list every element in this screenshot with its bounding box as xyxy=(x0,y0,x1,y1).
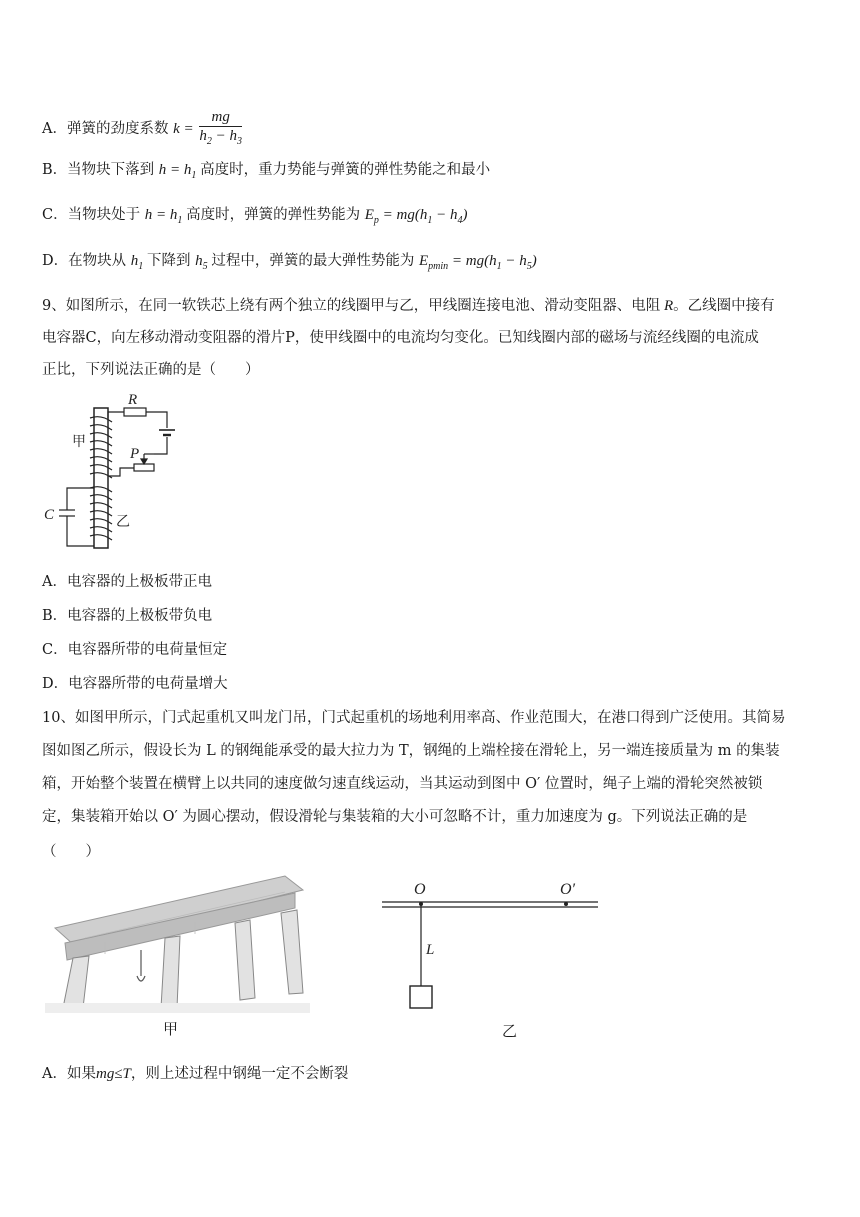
q10-stem-line2: 图如图乙所示，假设长为 L 的钢绳能承受的最大拉力为 T，钢绳的上端栓接在滑轮上，另一端连接质量为 m 的集装 xyxy=(42,743,780,759)
label-coil-yi: 乙 xyxy=(116,515,130,530)
q8-option-b-formula: $h = h_1$ xyxy=(158,162,197,181)
label-l: L xyxy=(426,942,435,958)
q8-option-c-text: C．当物块处于 xyxy=(42,207,141,223)
q8-option-a-text: A．弹簧的劲度系数 xyxy=(42,120,169,137)
q10-option-a-formula: mg≤T xyxy=(95,1066,131,1082)
q10-stem-line4: 定，集装箱开始以 O′ 为圆心摆动，假设滑轮与集装箱的大小可忽略不计，重力加速度为 g。下列说法正确的是 xyxy=(42,809,748,825)
label-o-prime: O′ xyxy=(560,881,576,898)
q10-option-a-text-end: ，则上述过程中钢绳一定不会断裂 xyxy=(130,1066,349,1082)
q8-option-a-formula: k = $\frac{mg}{h_2 - h_3}$ xyxy=(173,109,242,147)
label-c: C xyxy=(44,507,55,523)
q10-stem-line3: 箱，开始整个装置在横臂上以共同的速度做匀速直线运动，当其运动到图中 O′ 位置时，绳子上端的滑轮突然被锁 xyxy=(42,776,763,792)
label-o: O xyxy=(414,881,426,898)
q9-option-c: C．电容器所带的电荷量恒定 xyxy=(42,642,228,658)
q8-option-d-h5: $h_5$ xyxy=(195,253,208,272)
q8-option-b-text-end: 高度时，重力势能与弹簧的弹性势能之和最小 xyxy=(200,162,491,178)
q8-option-d xyxy=(42,251,537,277)
q8-option-d-text-mid1: 下降到 xyxy=(147,253,191,269)
q9-option-a: A．电容器的上极板带正电 xyxy=(42,574,212,590)
q10-stem-line1: 10、如图甲所示，门式起重机又叫龙门吊，门式起重机的场地利用率高、作业范围大，在港口得到广泛使用。其简易 xyxy=(42,710,786,726)
q8-option-c-formula1: $h = h_1$ xyxy=(144,207,183,226)
label-r: R xyxy=(128,392,138,408)
q8-option-c-formula2: $E_p = mg(h_1 - h_4)$ xyxy=(364,207,468,226)
label-p: P xyxy=(130,446,140,462)
container-box xyxy=(410,986,432,1008)
q10-stem-line5: （ ） xyxy=(42,844,100,860)
label-coil-jia: 甲 xyxy=(72,435,86,450)
q8-option-d-text: D．在物块从 xyxy=(42,253,127,269)
q9-option-d: D．电容器所带的电荷量增大 xyxy=(42,676,228,692)
q8-option-b xyxy=(42,160,490,186)
q8-option-b-text: B．当物块下落到 xyxy=(42,162,155,178)
q9-stem-line3: 正比，下列说法正确的是（ ） xyxy=(42,362,260,378)
q8-option-c xyxy=(42,205,467,231)
q9-resistor-symbol: R xyxy=(660,298,674,314)
resistor-r xyxy=(124,408,146,416)
q8-option-d-formula: $E_{pmin} = mg(h_1 - h_5)$ xyxy=(418,253,537,272)
q9-stem-line2: 电容器C，向左移动滑动变阻器的滑片P，使甲线圈中的电流均匀变化。已知线圈内部的磁场与流经线圈的电流成 xyxy=(42,330,759,346)
pendulum-diagram xyxy=(380,876,605,1021)
q9-stem-line1 xyxy=(42,296,775,316)
q8-option-a xyxy=(42,108,244,151)
q9-stem-text1: 9、如图所示，在同一软铁芯上绕有两个独立的线圈甲与乙，甲线圈连接电池、滑动变阻器、电阻 xyxy=(42,298,661,314)
q8-option-c-text-mid: 高度时，弹簧的弹性势能为 xyxy=(186,207,361,223)
figure-jia-caption: 甲 xyxy=(163,1020,179,1038)
q9-circuit-diagram xyxy=(42,388,202,558)
q9-stem-text1-end: 。乙线圈中接有 xyxy=(673,298,775,314)
figure-yi-caption: 乙 xyxy=(502,1022,518,1040)
q8-option-d-h1: $h_1$ xyxy=(130,253,144,272)
q8-option-d-text-mid2: 过程中，弹簧的最大弹性势能为 xyxy=(211,253,415,269)
q10-option-a xyxy=(42,1064,348,1084)
gantry-crane-photo xyxy=(45,868,310,1013)
q9-option-b: B．电容器的上极板带负电 xyxy=(42,608,213,624)
q10-option-a-text: A．如果 xyxy=(42,1066,96,1082)
